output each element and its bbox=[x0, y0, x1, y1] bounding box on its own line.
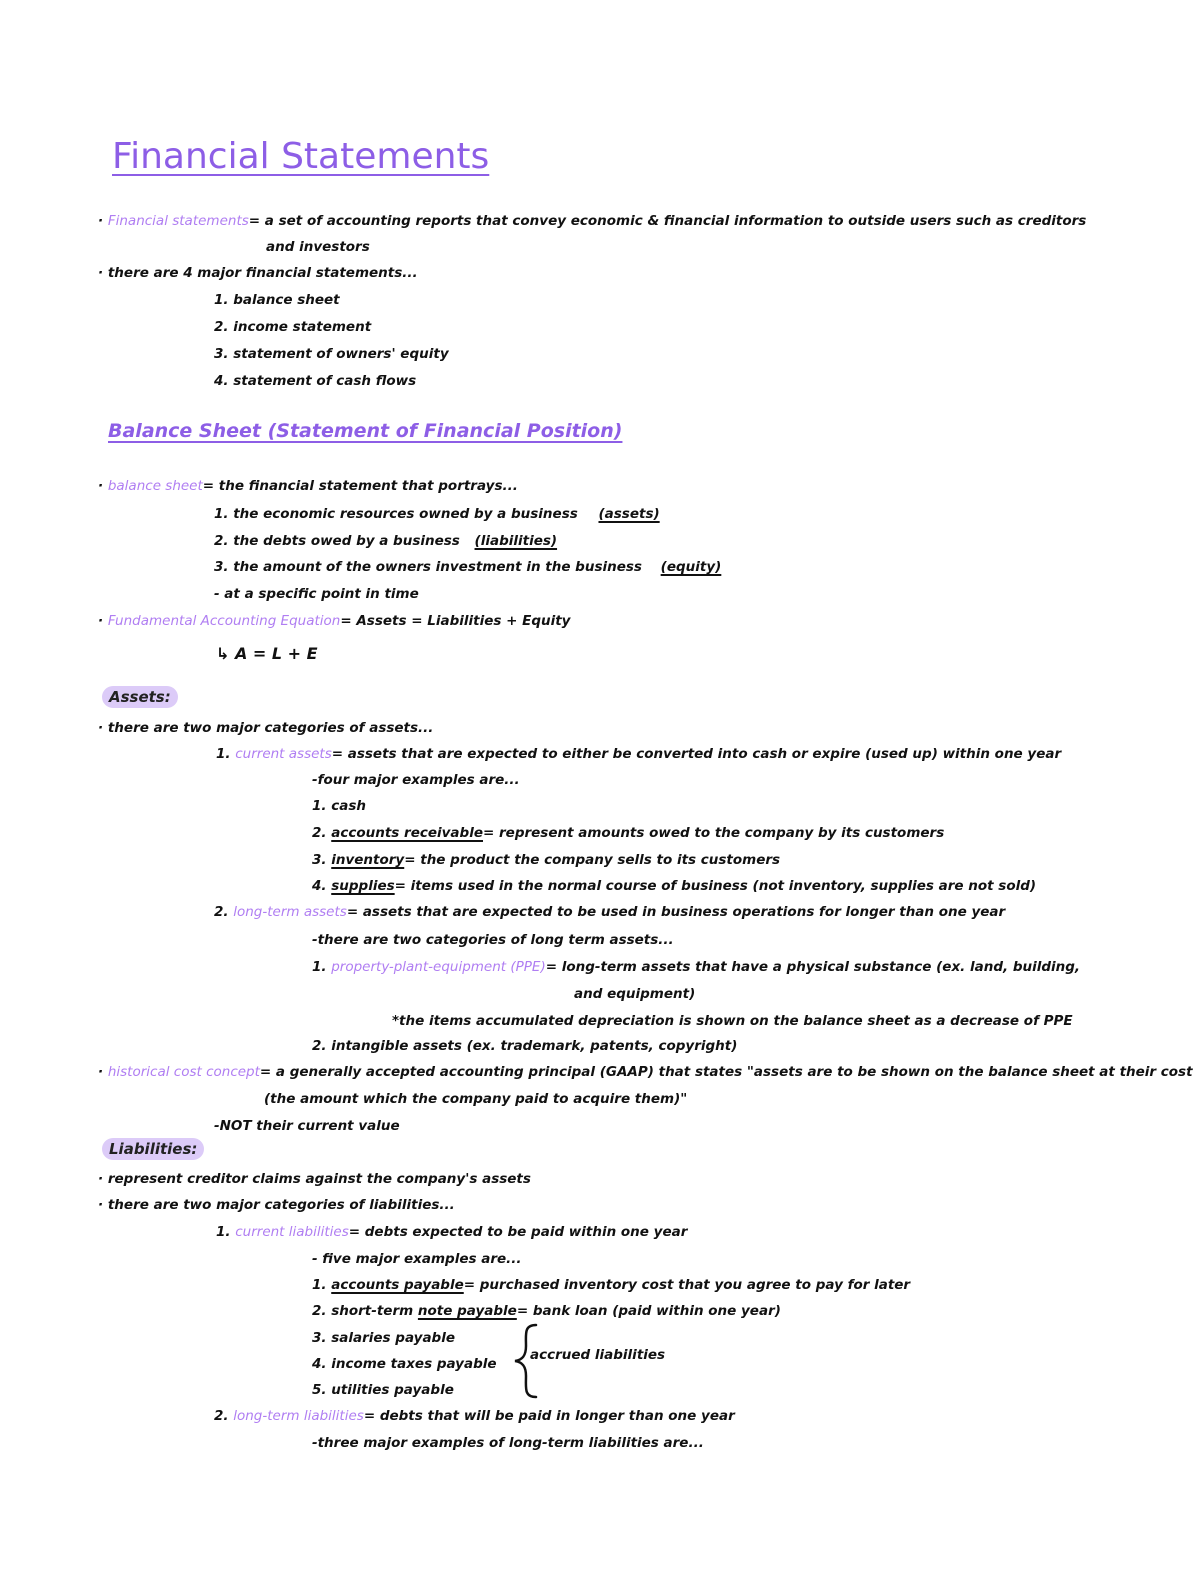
definition: = debts expected to be paid within one year bbox=[348, 1224, 688, 1240]
num: 1. bbox=[312, 1277, 327, 1293]
intro-text: there are two major categories of liabilities... bbox=[107, 1197, 455, 1213]
assets-heading: Assets: bbox=[102, 686, 178, 708]
term-supplies: supplies bbox=[331, 878, 395, 894]
tag-liabilities: (liabilities) bbox=[474, 533, 558, 549]
definition: = a generally accepted accounting principal (GAAP) that states "assets are to be shown on the balance sheet at their cost bbox=[259, 1064, 1193, 1080]
definition: = purchased inventory cost that you agree to pay for later bbox=[463, 1277, 911, 1293]
term-accounts-payable: accounts payable bbox=[331, 1277, 464, 1293]
current-liabilities-line bbox=[216, 1223, 687, 1241]
num: 2. bbox=[312, 825, 327, 841]
bullet-icon: · bbox=[98, 1171, 108, 1187]
term-current-assets: current assets bbox=[235, 746, 332, 762]
definition: = the financial statement that portrays... bbox=[202, 478, 518, 494]
ppe-def-cont: and equipment) bbox=[574, 986, 696, 1002]
term-equation: Fundamental Accounting Equation bbox=[107, 613, 341, 629]
bullet-icon: · bbox=[98, 478, 108, 494]
intangible-line: 2. intangible assets (ex. trademark, patents, copyright) bbox=[312, 1038, 738, 1054]
definition: = the product the company sells to its customers bbox=[404, 852, 781, 868]
list-item bbox=[312, 824, 944, 842]
list-item bbox=[312, 1302, 781, 1320]
list-item bbox=[312, 851, 780, 869]
list-item: 5. utilities payable bbox=[312, 1382, 454, 1398]
point-in-time: - at a specific point in time bbox=[214, 586, 419, 602]
equation-line bbox=[98, 612, 570, 630]
intro-line-1 bbox=[98, 212, 1086, 230]
historical-cost-note: -NOT their current value bbox=[214, 1118, 400, 1134]
term-historical-cost: historical cost concept bbox=[107, 1064, 260, 1080]
list-item: 4. statement of cash flows bbox=[214, 373, 417, 389]
balance-sheet-heading: Balance Sheet (Statement of Financial Position) bbox=[108, 420, 623, 442]
term-ppe: property-plant-equipment (PPE) bbox=[331, 959, 546, 975]
list-item bbox=[312, 877, 1036, 895]
list-item: 2. income statement bbox=[214, 319, 372, 335]
list-item bbox=[214, 558, 721, 576]
liabilities-intro bbox=[98, 1196, 455, 1214]
definition: = items used in the normal course of business (not inventory, supplies are not sold) bbox=[394, 878, 1037, 894]
bullet-icon: · bbox=[98, 720, 108, 736]
historical-cost-cont: (the amount which the company paid to acquire them)" bbox=[264, 1091, 688, 1107]
historical-cost-line bbox=[98, 1063, 1193, 1081]
major-text: there are 4 major financial statements... bbox=[107, 265, 418, 281]
accrued-liabilities-label: accrued liabilities bbox=[530, 1347, 666, 1363]
term-balance-sheet: balance sheet bbox=[107, 478, 203, 494]
definition: = long-term assets that have a physical substance (ex. land, building, bbox=[545, 959, 1081, 975]
term-accounts-receivable: accounts receivable bbox=[331, 825, 483, 841]
term-current-liabilities: current liabilities bbox=[235, 1224, 349, 1240]
list-item: 3. salaries payable bbox=[312, 1330, 455, 1346]
term-inventory: inventory bbox=[331, 852, 405, 868]
intro-text: there are two major categories of assets... bbox=[107, 720, 434, 736]
item-text: 3. the amount of the owners investment in the business bbox=[214, 559, 642, 575]
list-item: 1. cash bbox=[312, 798, 366, 814]
bullet-icon: · bbox=[98, 213, 108, 229]
liabilities-represent bbox=[98, 1170, 531, 1188]
list-item bbox=[312, 1276, 910, 1294]
assets-intro bbox=[98, 719, 433, 737]
bullet-icon: · bbox=[98, 613, 108, 629]
list-item: 3. statement of owners' equity bbox=[214, 346, 449, 362]
definition: = bank loan (paid within one year) bbox=[516, 1303, 781, 1319]
equation: = Assets = Liabilities + Equity bbox=[340, 613, 571, 629]
long-term-assets-line bbox=[214, 903, 1005, 921]
examples-intro: - five major examples are... bbox=[312, 1251, 522, 1267]
list-item bbox=[214, 505, 660, 523]
definition: = a set of accounting reports that convey economic & financial information to outside users such as creditors bbox=[248, 213, 1087, 229]
num: 2. bbox=[214, 904, 229, 920]
num: 4. bbox=[312, 878, 327, 894]
list-item: 1. balance sheet bbox=[214, 292, 340, 308]
tag-assets: (assets) bbox=[598, 506, 660, 522]
page-title: Financial Statements bbox=[112, 136, 490, 177]
item-text: 2. short-term bbox=[312, 1303, 414, 1319]
definition: = represent amounts owed to the company by its customers bbox=[483, 825, 945, 841]
num: 2. bbox=[214, 1408, 229, 1424]
intro-line-2: and investors bbox=[266, 239, 370, 255]
num: 1. bbox=[216, 746, 231, 762]
num: 3. bbox=[312, 852, 327, 868]
current-assets-line bbox=[216, 745, 1061, 763]
equation-short: ↳ A = L + E bbox=[216, 644, 318, 663]
intro-major bbox=[98, 264, 418, 282]
term-financial-statements: Financial statements bbox=[107, 213, 249, 229]
item-text: 1. the economic resources owned by a business bbox=[214, 506, 578, 522]
definition: = debts that will be paid in longer than one year bbox=[363, 1408, 735, 1424]
bullet-icon: · bbox=[98, 1197, 108, 1213]
represent-text: represent creditor claims against the company's assets bbox=[107, 1171, 531, 1187]
long-term-intro: -three major examples of long-term liabilities are... bbox=[312, 1435, 704, 1451]
term-long-term-liabilities: long-term liabilities bbox=[233, 1408, 364, 1424]
ppe-note: *the items accumulated depreciation is shown on the balance sheet as a decrease of PPE bbox=[392, 1013, 1073, 1029]
num: 1. bbox=[312, 959, 327, 975]
liabilities-heading: Liabilities: bbox=[102, 1138, 204, 1160]
long-term-liabilities-line bbox=[214, 1407, 735, 1425]
ppe-line bbox=[312, 958, 1080, 976]
term-note-payable: note payable bbox=[417, 1303, 517, 1319]
term-long-term-assets: long-term assets bbox=[233, 904, 347, 920]
tag-equity: (equity) bbox=[660, 559, 722, 575]
num: 1. bbox=[216, 1224, 231, 1240]
bullet-icon: · bbox=[98, 1064, 108, 1080]
definition: = assets that are expected to either be converted into cash or expire (used up) within one year bbox=[331, 746, 1062, 762]
examples-intro: -four major examples are... bbox=[312, 772, 520, 788]
item-text: 2. the debts owed by a business bbox=[214, 533, 460, 549]
list-item: 4. income taxes payable bbox=[312, 1356, 497, 1372]
bullet-icon: · bbox=[98, 265, 108, 281]
balance-sheet-def bbox=[98, 477, 518, 495]
long-term-intro: -there are two categories of long term assets... bbox=[312, 932, 674, 948]
list-item bbox=[214, 532, 557, 550]
definition: = assets that are expected to be used in business operations for longer than one year bbox=[346, 904, 1006, 920]
